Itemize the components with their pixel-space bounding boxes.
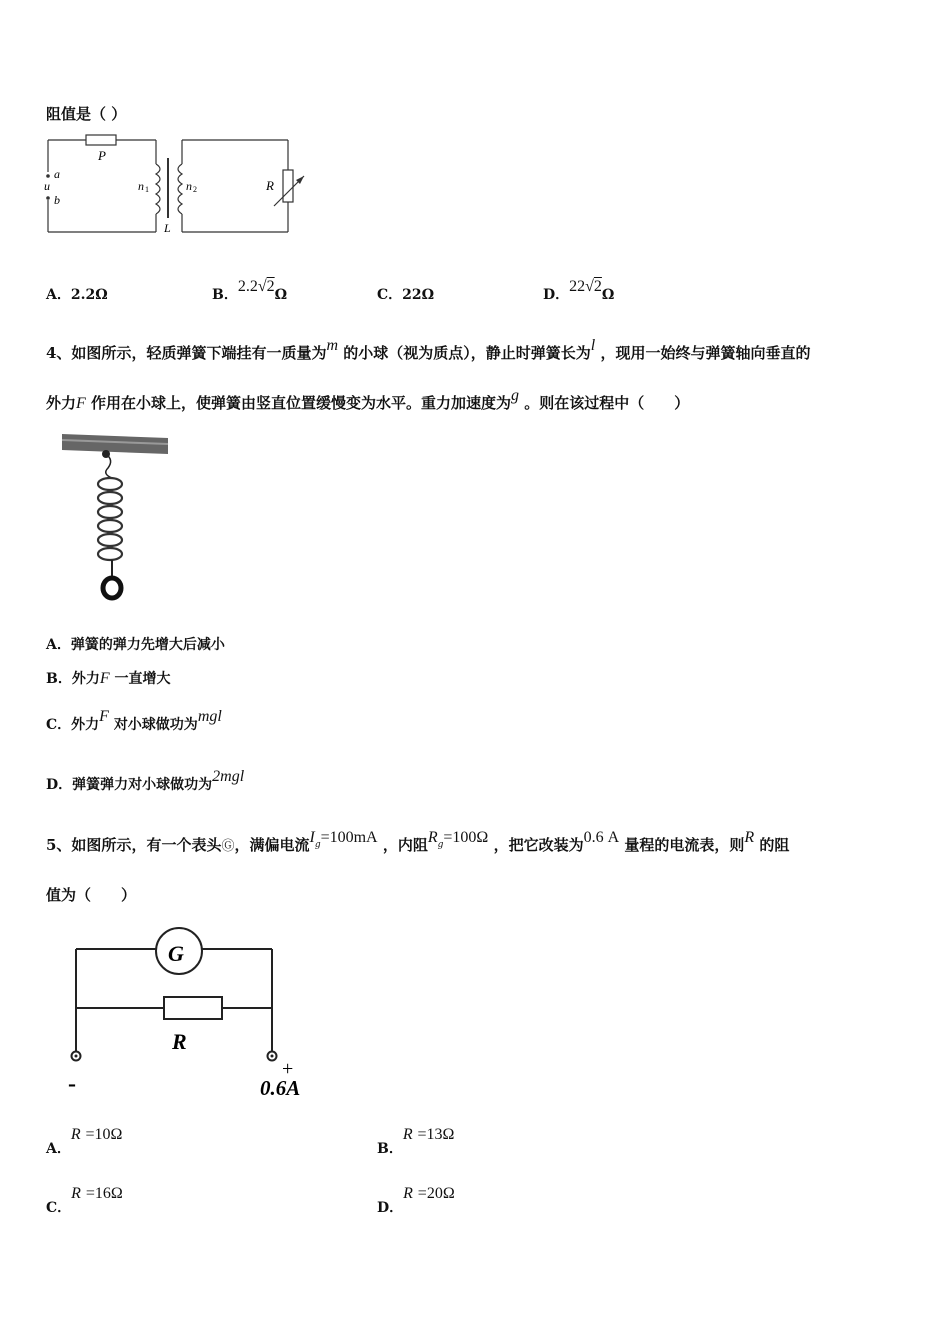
- svg-text:R: R: [266, 178, 274, 193]
- spring-ball-figure: [58, 430, 178, 605]
- svg-text:n: n: [138, 179, 144, 193]
- q5-option-b[interactable]: B．R =13Ω: [377, 1126, 455, 1157]
- q5-stem-line1: 5、如图所示，有一个表头Ⓖ，满偏电流$I^g=100mA$ ，内阻$R^g=100\Omega$ ，把它改装为0.6 A 量程的电流表，则R 的阻: [46, 829, 790, 854]
- rheostat-r: [283, 170, 293, 202]
- svg-text:1: 1: [145, 185, 149, 194]
- ball: [103, 578, 121, 598]
- fuse-p: [86, 135, 116, 145]
- svg-text:2: 2: [193, 185, 197, 194]
- svg-text:G: G: [168, 941, 184, 966]
- q4-stem-line2: 外力F 作用在小球上，使弹簧由竖直位置缓慢变为水平。重力加速度为g 。则在该过程中（ ）: [46, 387, 690, 412]
- q5-option-d[interactable]: D．R =20Ω: [377, 1185, 455, 1216]
- q4-option-c[interactable]: C．外力F 对小球做功为mgl: [46, 708, 222, 733]
- shunt-resistor: [164, 997, 222, 1019]
- q3-option-a[interactable]: A．2.2Ω: [46, 287, 108, 303]
- q3-stem-tail: 阻值是（ ）: [46, 105, 127, 123]
- svg-text:u: u: [44, 179, 50, 193]
- q4-option-a[interactable]: A．弹簧的弹力先增大后减小: [46, 637, 225, 653]
- svg-text:P: P: [98, 148, 106, 163]
- primary-coil: [156, 164, 160, 214]
- q4-option-b[interactable]: B．外力F 一直增大: [46, 670, 171, 687]
- q5-stem-line2: 值为（ ）: [46, 886, 137, 904]
- svg-text:a: a: [54, 167, 60, 181]
- svg-text:-: -: [68, 1071, 76, 1097]
- q4-option-d[interactable]: D．弹簧弹力对小球做功为2mgl: [46, 768, 245, 793]
- q5-option-c[interactable]: C．R =16Ω: [46, 1185, 123, 1216]
- q3-option-b[interactable]: B．2.2√2Ω: [212, 278, 288, 303]
- svg-text:R: R: [172, 1029, 187, 1054]
- svg-text:n: n: [186, 179, 192, 193]
- svg-text:0.6A: 0.6A: [260, 1076, 301, 1100]
- svg-text:b: b: [54, 193, 60, 207]
- spring-coils: [98, 478, 122, 560]
- transformer-circuit-figure: [44, 128, 314, 238]
- svg-text:+: +: [282, 1058, 294, 1080]
- q3-option-c[interactable]: C．22Ω: [377, 287, 435, 303]
- secondary-coil: [178, 164, 182, 214]
- q3-option-d[interactable]: D．22√2Ω: [543, 278, 615, 303]
- q5-option-a[interactable]: A．R =10Ω: [46, 1126, 123, 1157]
- q4-stem-line1: 4、如图所示，轻质弹簧下端挂有一质量为m 的小球（视为质点），静止时弹簧长为l ，现用一始终与弹簧轴向垂直的: [46, 337, 811, 362]
- ammeter-circuit-figure: [60, 925, 330, 1100]
- svg-text:L: L: [164, 221, 171, 235]
